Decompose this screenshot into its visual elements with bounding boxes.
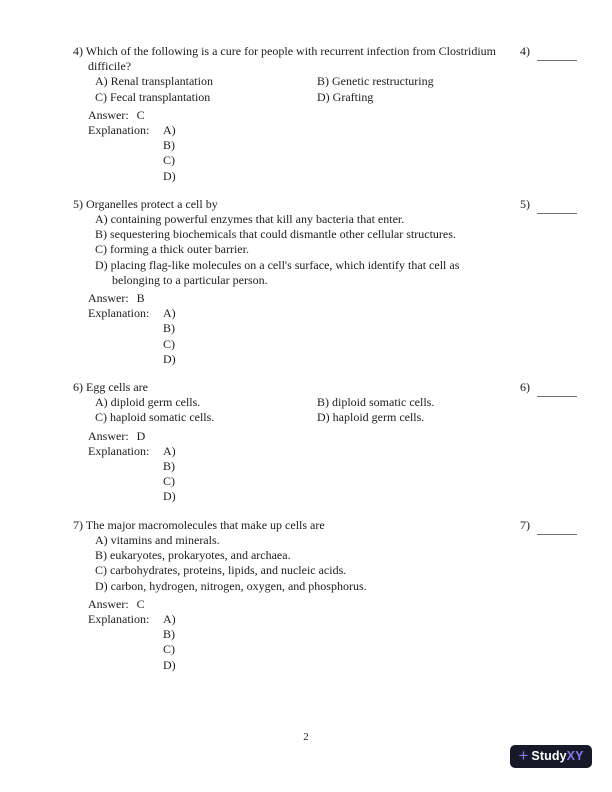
explanation-items	[163, 444, 176, 505]
options-list	[73, 395, 579, 425]
question-number: 5)	[73, 196, 83, 211]
option-text-line: B) diploid somatic cells.	[317, 395, 435, 410]
option-item	[317, 410, 579, 425]
answer-label: Answer:	[88, 107, 129, 122]
option-text-line: C) carbohydrates, proteins, lipids, and nucleic acids.	[95, 563, 347, 578]
question-margin-number	[520, 380, 577, 397]
explanation-item: A)	[163, 123, 176, 138]
option-text-line: D) carbon, hydrogen, nitrogen, oxygen, and phosphorus.	[95, 578, 367, 593]
answer-value: C	[136, 596, 145, 611]
question-number: 4)	[73, 44, 83, 58]
question-block	[73, 518, 579, 673]
question-block	[73, 197, 579, 367]
answer-value: C	[136, 107, 145, 122]
questions-section	[73, 44, 579, 686]
explanation-item: D)	[163, 489, 176, 504]
answer-blank-line	[537, 383, 577, 397]
explanation-item: B)	[163, 627, 175, 642]
option-item	[95, 579, 579, 594]
question-text-line: 7) The major macromolecules that make up cells are	[73, 517, 325, 532]
option-item	[317, 90, 579, 105]
explanation-block	[73, 123, 579, 184]
option-item	[95, 242, 579, 257]
option-text-line: A) diploid germ cells.	[95, 395, 201, 410]
page-number: 2	[303, 731, 309, 743]
option-item	[95, 563, 579, 578]
option-text-line: D) haploid germ cells.	[317, 410, 425, 425]
options-list	[73, 533, 579, 594]
option-text-line: B) eukaryotes, prokaryotes, and archaea.	[95, 548, 291, 563]
option-text-line: B) Genetic restructuring	[317, 74, 434, 89]
question-text-line: difficile?	[88, 59, 132, 74]
answer-line	[73, 597, 579, 612]
answer-blank-line	[537, 200, 577, 214]
answer-label: Answer:	[88, 291, 129, 306]
answer-line	[73, 108, 579, 123]
explanation-items	[163, 123, 176, 184]
question-number: 7)	[73, 517, 83, 532]
explanation-item: C)	[163, 642, 175, 657]
margin-number: 6)	[520, 380, 530, 395]
question-block	[73, 44, 579, 184]
option-text-line: C) forming a thick outer barrier.	[95, 242, 249, 257]
question-text-line: 5) Organelles protect a cell by	[73, 196, 218, 211]
brand-suffix-text: XY	[566, 748, 584, 763]
explanation-block	[73, 444, 579, 505]
option-text-line: A) Renal transplantation	[95, 74, 213, 89]
option-item	[317, 74, 579, 89]
explanation-item: A)	[163, 443, 176, 458]
answer-blank-line	[537, 47, 577, 61]
answer-label: Answer:	[88, 596, 129, 611]
explanation-item: C)	[163, 336, 175, 351]
answer-blank-line	[537, 521, 577, 535]
question-margin-number	[520, 44, 577, 61]
margin-number: 7)	[520, 517, 530, 532]
studyxy-logo	[510, 745, 592, 768]
explanation-items	[163, 306, 176, 367]
explanation-item: D)	[163, 657, 176, 672]
option-text-line: D) placing flag-like molecules on a cell's surface, which identify that cell as	[95, 257, 460, 272]
explanation-item: D)	[163, 351, 176, 366]
question-text-line: 4) Which of the following is a cure for people with recurrent infection from Clostridium	[73, 44, 496, 58]
plus-icon: +	[518, 746, 529, 765]
explanation-item: D)	[163, 168, 176, 183]
option-text-line: A) vitamins and minerals.	[95, 532, 220, 547]
explanation-item: A)	[163, 306, 176, 321]
option-text-line: C) Fecal transplantation	[95, 89, 211, 104]
margin-number: 4)	[520, 44, 530, 58]
option-item	[95, 548, 579, 563]
explanation-item: B)	[163, 459, 175, 474]
option-item	[95, 533, 579, 548]
option-text-line: B) sequestering biochemicals that could dismantle other cellular structures.	[95, 227, 456, 242]
options-list	[73, 212, 579, 288]
explanation-label: Explanation:	[88, 306, 150, 321]
explanation-item: C)	[163, 153, 175, 168]
explanation-label: Explanation:	[88, 123, 150, 138]
question-margin-number	[520, 197, 577, 214]
option-item	[95, 227, 579, 242]
question-block	[73, 380, 579, 505]
explanation-label: Explanation:	[88, 443, 150, 458]
option-text-line: C) haploid somatic cells.	[95, 410, 215, 425]
option-item	[95, 258, 579, 288]
explanation-block	[73, 306, 579, 367]
answer-line	[73, 291, 579, 306]
answer-line	[73, 429, 579, 444]
question-number: 6)	[73, 380, 83, 395]
explanation-label: Explanation:	[88, 611, 150, 626]
answer-value: D	[136, 428, 146, 443]
option-text-line: A) containing powerful enzymes that kill any bacteria that enter.	[95, 212, 405, 227]
question-margin-number	[520, 518, 577, 535]
margin-number: 5)	[520, 196, 530, 211]
option-text-line: belonging to a particular person.	[112, 272, 268, 287]
question-text-line: 6) Egg cells are	[73, 380, 148, 395]
option-text-line: D) Grafting	[317, 89, 374, 104]
option-item	[95, 212, 579, 227]
answer-value: B	[136, 291, 145, 306]
brand-name-text: Study	[531, 748, 567, 763]
option-item	[95, 395, 317, 410]
options-list	[73, 74, 579, 104]
explanation-item: C)	[163, 474, 175, 489]
answer-label: Answer:	[88, 428, 129, 443]
explanation-item: B)	[163, 138, 175, 153]
explanation-item: A)	[163, 611, 176, 626]
option-item	[95, 90, 317, 105]
explanation-items	[163, 612, 176, 673]
explanation-block	[73, 612, 579, 673]
option-item	[317, 395, 579, 410]
explanation-item: B)	[163, 321, 175, 336]
option-item	[95, 410, 317, 425]
option-item	[95, 74, 317, 89]
